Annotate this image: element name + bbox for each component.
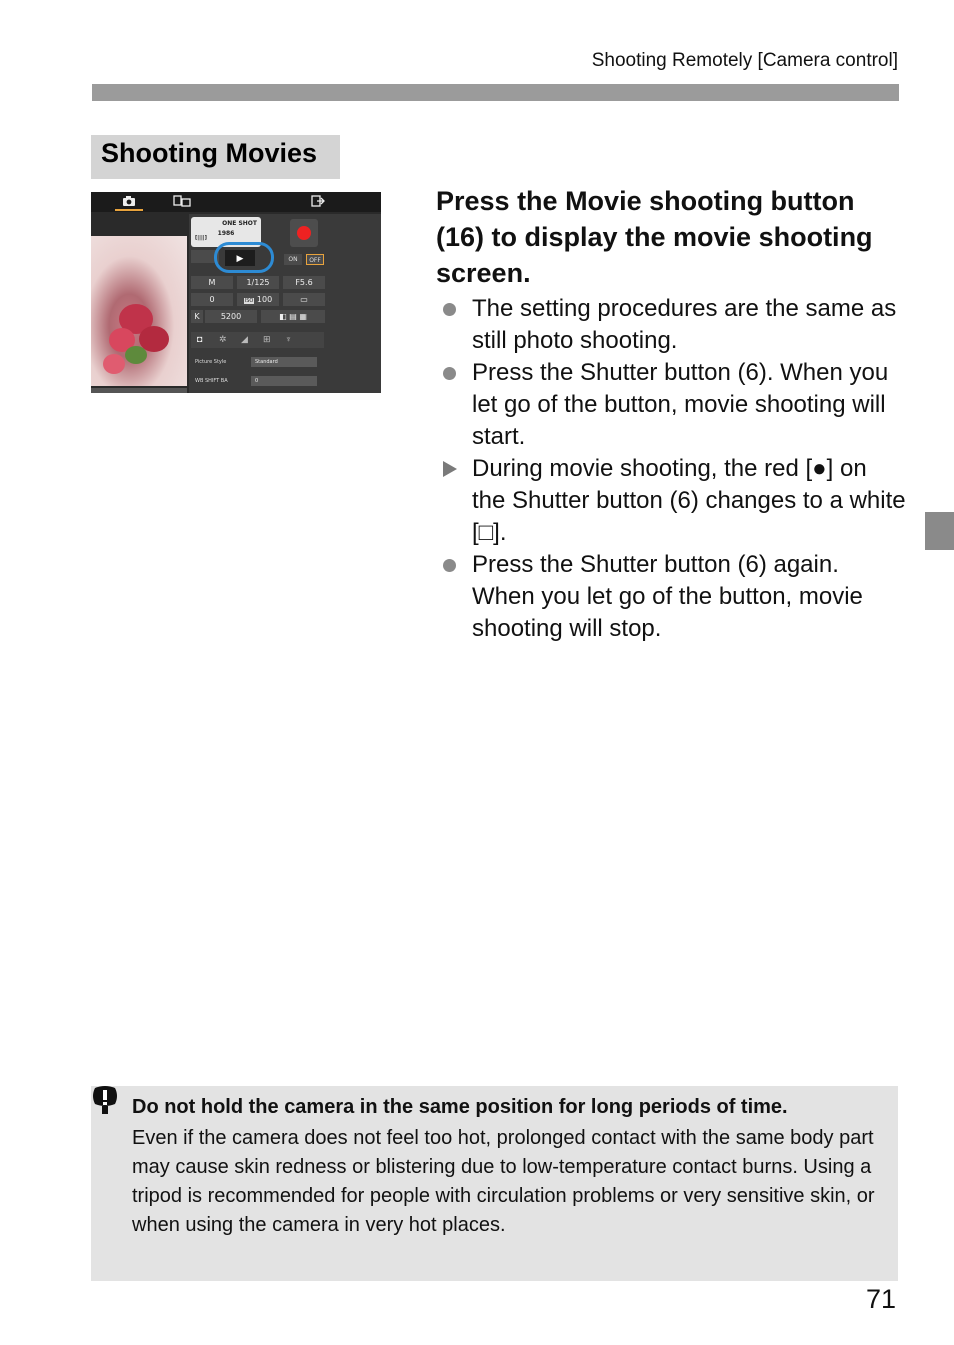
camera-tab-icon [122,195,136,208]
list-item [436,453,906,549]
af-settings-icon[interactable]: ✲ [219,334,227,344]
aperture[interactable]: F5.6 [283,276,325,289]
wb-tag: K [191,310,203,323]
bullet-circle-icon [443,367,456,380]
picture-style-label: Picture Style [195,359,227,365]
iso-setting[interactable] [237,293,279,306]
active-tab-underline [115,209,143,211]
off-toggle[interactable]: OFF [306,254,324,265]
shots-remaining: 1986 [217,230,235,237]
running-head: Shooting Remotely [Camera control] [591,50,898,71]
instruction-heading: Press the Movie shooting button (16) to display the movie shooting screen. [436,186,873,288]
record-dot-icon [297,226,311,240]
caution-title: Do not hold the camera in the same position for long periods of time. [132,1096,788,1118]
bullet-circle-icon [443,559,456,572]
drive-mode[interactable] [283,293,325,306]
drive-mode-icon: ▭ [300,295,308,304]
bullet-text: Press the Shutter button (6). When you let go of the button, movie shooting will start. [472,359,889,450]
bullet-list [436,293,906,645]
shooting-mode[interactable]: M [191,276,233,289]
tool-settings-icon[interactable]: ♆ [285,334,292,344]
movie-button-highlight [214,242,274,273]
list-item [436,357,906,453]
battery-indicator: [||||] [195,235,207,241]
shooting-settings-icon[interactable]: ◘ [197,334,203,344]
shutter-speed[interactable]: 1/125 [237,276,279,289]
image-quality[interactable] [261,310,325,323]
thumbnail-strip [91,388,187,393]
header-rule [92,84,899,101]
bullet-text: The setting procedures are the same as still photo shooting. [472,295,897,354]
af-mode-label: ONE SHOT [222,220,257,227]
playback-settings-icon[interactable]: ⊞ [263,334,271,344]
white-balance-value[interactable]: 5200 [205,310,257,323]
iso-value: 100 [256,295,273,304]
iso-tag: ISO [244,298,254,304]
caution-icon [91,1086,119,1116]
on-toggle[interactable]: ON [284,254,302,265]
result-arrow-icon [443,461,457,477]
section-title: Shooting Movies [91,135,340,179]
live-view-image [91,236,187,386]
exposure-settings-icon[interactable]: ◢ [241,334,248,344]
shutter-button[interactable] [290,219,318,247]
caution-body: Even if the camera does not feel too hot, prolonged contact with the same body part may cause skin redness or blistering due to low-temperature contact burns. Using a tripod is recommended for people with circulation problems or very sensitive skin, or when using the camera in very hot places. [132,1127,875,1236]
transfer-tab-icon [173,195,191,208]
bullet-text: Press the Shutter button (6) again. When you let go of the button, movie shooting will stop. [472,551,863,642]
chapter-tab [925,512,954,550]
camera-control-screenshot [91,192,381,393]
movie-camera-icon: ▶ [236,253,244,263]
picture-style-select[interactable]: Standard [251,357,317,367]
wb-shift-label: WB SHIFT BA [195,378,228,384]
exit-icon [311,195,325,208]
exposure-compensation[interactable]: 0 [191,293,233,306]
page-number: 71 [866,1284,897,1314]
list-item [436,293,906,357]
bullet-text: During movie shooting, the red [●] on the Shutter button (6) changes to a white [□]. [472,455,906,546]
caution-box [91,1086,898,1281]
wb-shift-select[interactable]: 0 [251,376,317,386]
list-item [436,549,906,645]
bullet-circle-icon [443,303,456,316]
quality-icon: ◧ ▤ ▦ [279,312,307,321]
settings-tab-strip [191,332,324,348]
screenshot-top-bar [91,192,381,212]
